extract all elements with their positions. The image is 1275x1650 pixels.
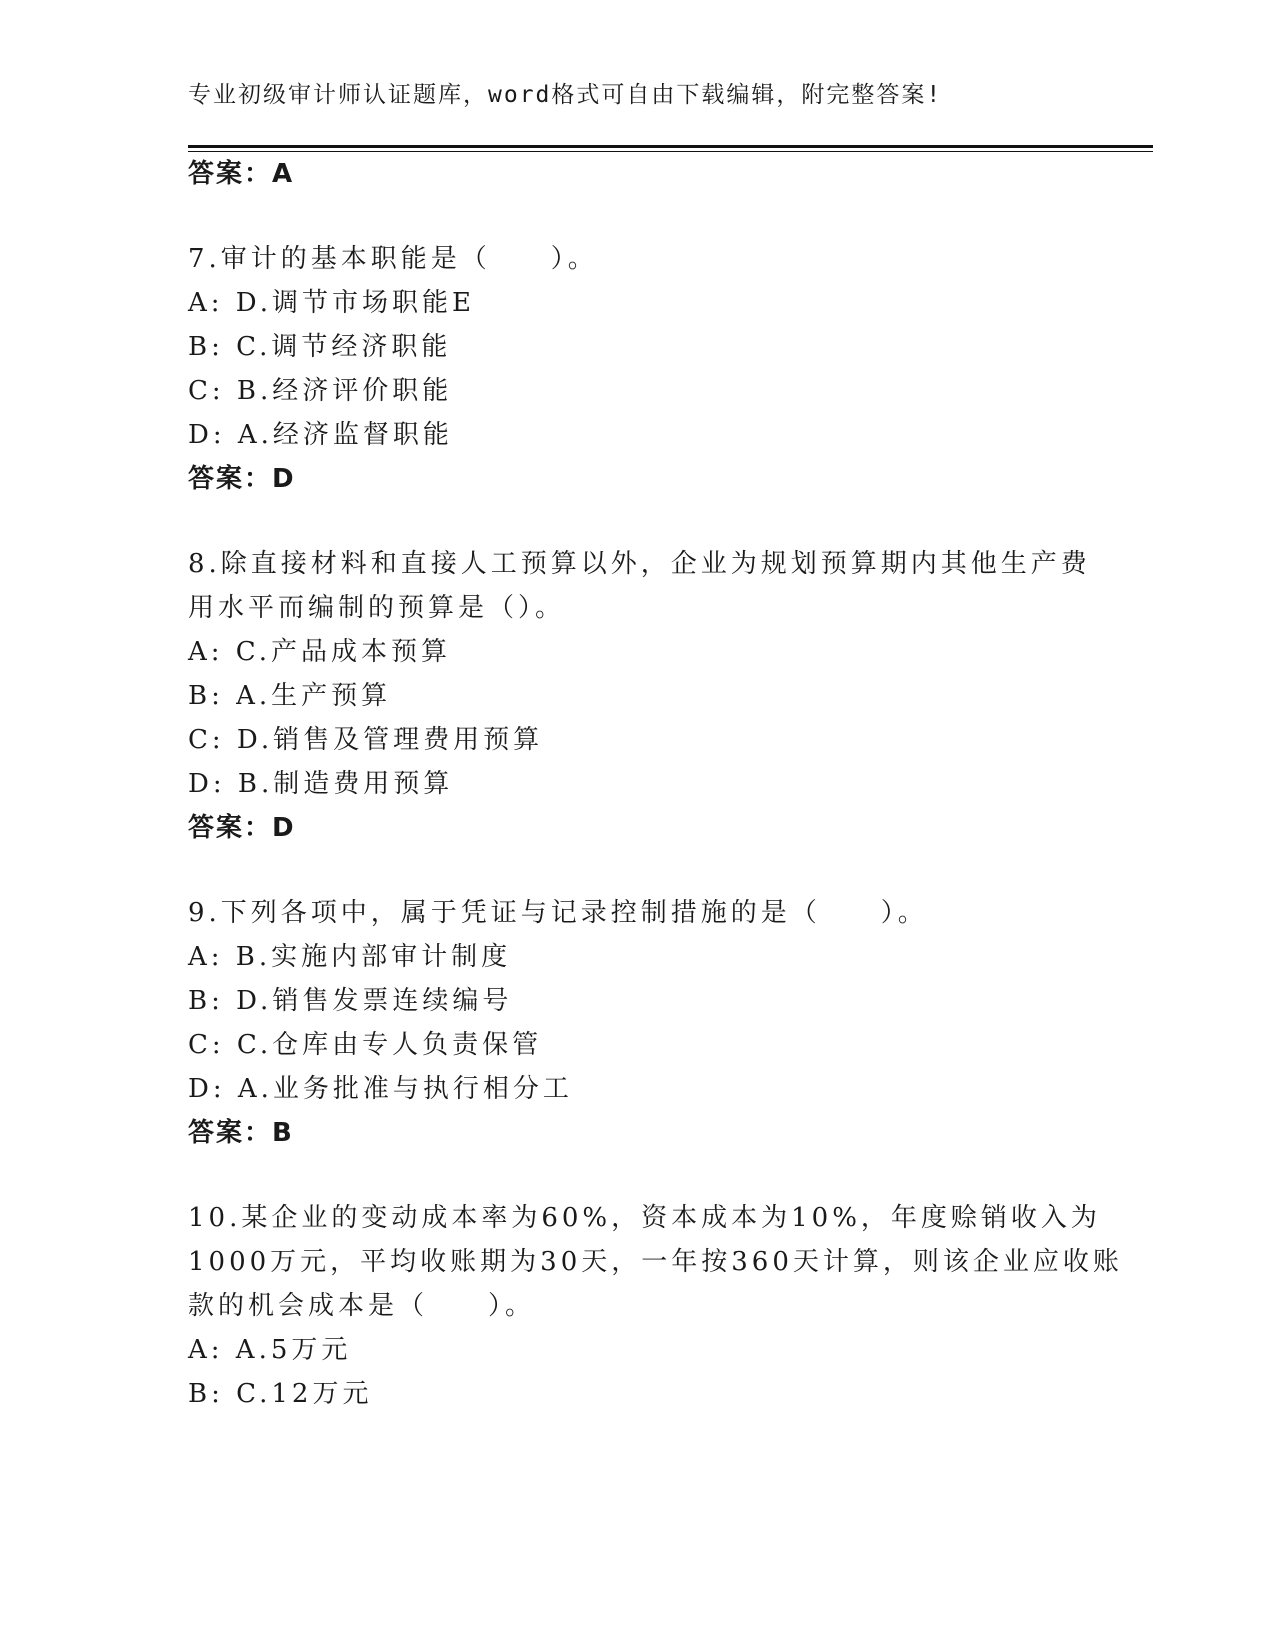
- question-8-option-d: D: B.制造费用预算: [188, 769, 454, 799]
- question-9-option-d: D: A.业务批准与执行相分工: [188, 1074, 573, 1104]
- question-9-option-b: B: D.销售发票连续编号: [188, 986, 513, 1016]
- question-7-answer: 答案：D: [188, 464, 296, 494]
- question-10-option-a: A: A.5万元: [188, 1335, 352, 1365]
- question-7-option-a: A: D.调节市场职能E: [188, 288, 475, 318]
- question-7-option-c: C: B.经济评价职能: [188, 376, 453, 406]
- question-7-option-b: B: C.调节经济职能: [188, 332, 452, 362]
- question-9-answer: 答案：B: [188, 1118, 294, 1148]
- question-8-stem-line-2: 用水平而编制的预算是（）。: [188, 593, 566, 623]
- question-8-option-a: A: C.产品成本预算: [188, 637, 452, 667]
- question-7-stem: 7.审计的基本职能是（ ）。: [188, 244, 598, 274]
- header-divider-thick: [188, 145, 1153, 148]
- question-9-option-a: A: B.实施内部审计制度: [188, 942, 512, 972]
- question-8-option-c: C: D.销售及管理费用预算: [188, 725, 544, 755]
- question-8-stem-line-1: 8.除直接材料和直接人工预算以外，企业为规划预算期内其他生产费: [188, 549, 1091, 579]
- question-10-stem-line-1: 10.某企业的变动成本率为60%，资本成本为10%，年度赊销收入为: [188, 1203, 1101, 1233]
- question-10-stem-line-2: 1000万元，平均收账期为30天，一年按360天计算，则该企业应收账: [188, 1247, 1123, 1277]
- question-7-option-d: D: A.经济监督职能: [188, 420, 453, 450]
- question-9-option-c: C: C.仓库由专人负责保管: [188, 1030, 543, 1060]
- question-8-answer: 答案：D: [188, 813, 296, 843]
- previous-answer: 答案：A: [188, 159, 295, 189]
- question-10-option-b: B: C.12万元: [188, 1379, 373, 1409]
- question-10-stem-line-3: 款的机会成本是（ ）。: [188, 1291, 536, 1321]
- question-9-stem: 9.下列各项中，属于凭证与记录控制措施的是（ ）。: [188, 898, 928, 928]
- question-8-option-b: B: A.生产预算: [188, 681, 392, 711]
- header-divider-thin: [188, 151, 1153, 152]
- page-header: 专业初级审计师认证题库，word格式可自由下载编辑，附完整答案!: [188, 82, 943, 108]
